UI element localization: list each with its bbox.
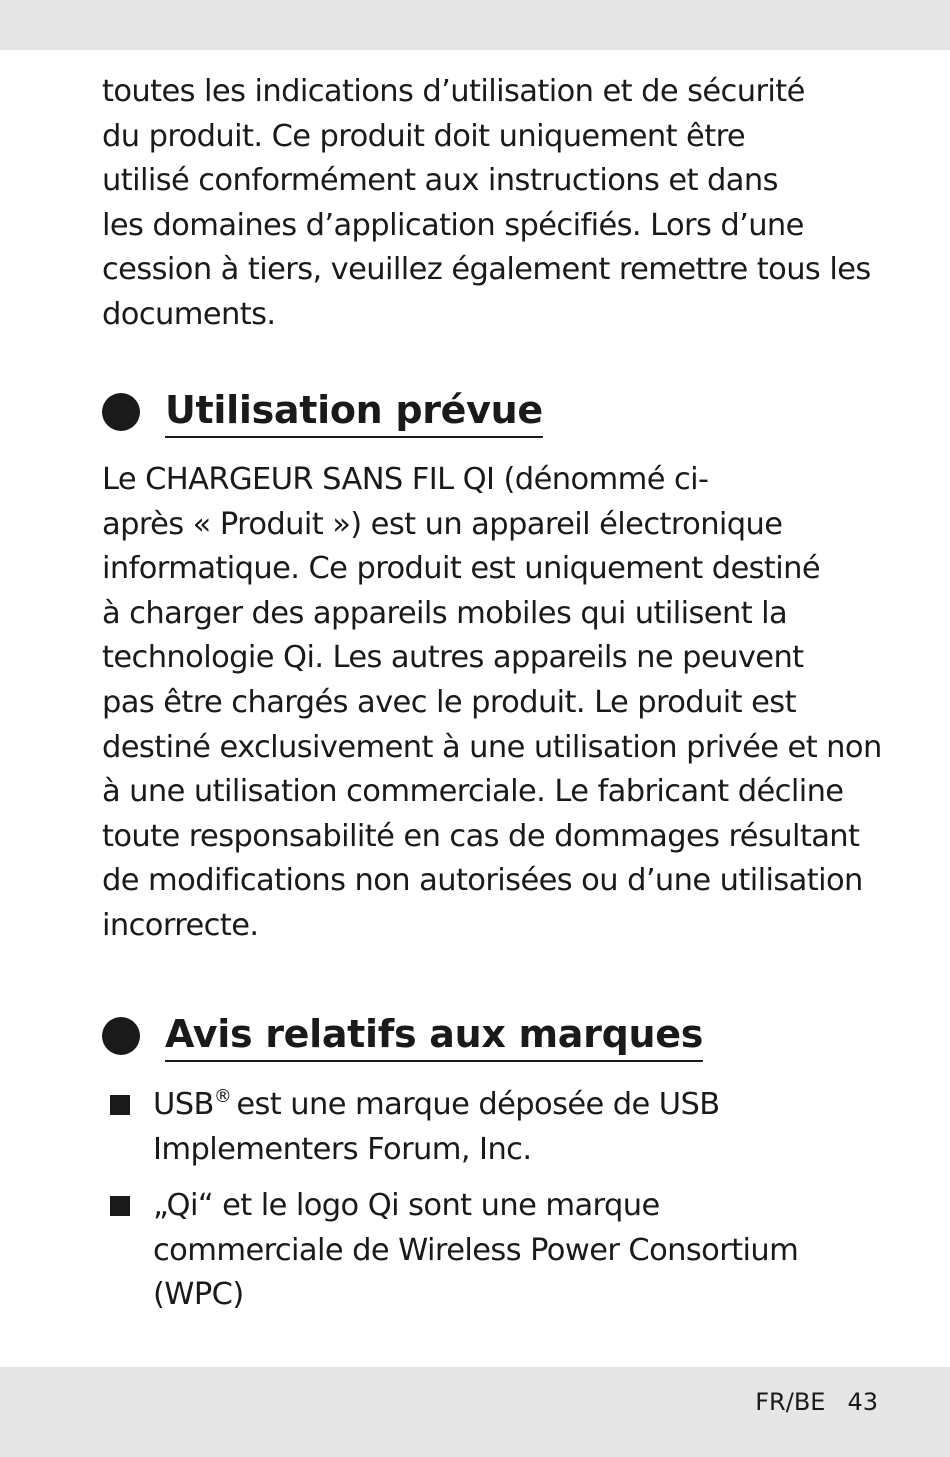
text-line: destiné exclusivement à une utilisation privée et non — [102, 729, 882, 765]
text-line: documents. — [102, 296, 276, 332]
filled-circle-icon — [102, 393, 140, 431]
filled-circle-icon — [102, 1017, 140, 1055]
text-line: à charger des appareils mobiles qui utilisent la — [102, 595, 788, 631]
trademark-text — [153, 1184, 798, 1318]
text-line: cession à tiers, veuillez également remettre tous les — [102, 252, 871, 288]
text-line: toute responsabilité en cas de dommages résultant — [102, 818, 860, 854]
text-line — [153, 1083, 720, 1128]
text-line: après « Produit ») est un appareil électronique — [102, 506, 783, 542]
text-line: Le CHARGEUR SANS FIL QI (dénommé ci- — [102, 462, 709, 497]
text-line: à une utilisation commerciale. Le fabricant décline — [102, 774, 844, 810]
text-line: technologie Qi. Les autres appareils ne peuvent — [102, 640, 804, 676]
filled-square-icon — [110, 1196, 130, 1216]
text-line: du produit. Ce produit doit uniquement être — [102, 118, 746, 154]
text-line: commerciale de Wireless Power Consortium — [153, 1232, 799, 1268]
text-line: (WPC) — [153, 1277, 244, 1313]
brand-name: USB — [153, 1087, 214, 1122]
text-fragment: est une marque déposée de USB — [236, 1087, 720, 1122]
filled-square-icon — [110, 1095, 130, 1115]
text-line: Implementers Forum, Inc. — [153, 1131, 532, 1167]
heading-trademark-notices — [102, 1006, 703, 1066]
registered-mark: ® — [213, 1086, 237, 1107]
intended-use-paragraph — [102, 458, 902, 949]
page-number: 43 — [847, 1388, 878, 1416]
text-line: incorrecte. — [102, 907, 259, 943]
text-line: informatique. Ce produit est uniquement destiné — [102, 551, 821, 587]
heading-title: Utilisation prévue — [165, 386, 543, 438]
text-line: „Qi“ et le logo Qi sont une marque — [153, 1188, 660, 1223]
heading-title: Avis relatifs aux marques — [165, 1010, 703, 1062]
page-footer — [755, 1388, 878, 1416]
text-line: les domaines d’application spécifiés. Lors d’une — [102, 207, 804, 243]
text-line: utilisé conformément aux instructions et dans — [102, 163, 778, 199]
intro-paragraph — [102, 70, 902, 338]
locale-label: FR/BE — [755, 1388, 826, 1416]
text-line: pas être chargés avec le produit. Le produit est — [102, 684, 796, 720]
text-line: de modifications non autorisées ou d’une utilisation — [102, 863, 863, 899]
heading-intended-use — [102, 382, 543, 442]
text-line: toutes les indications d’utilisation et de sécurité — [102, 74, 805, 109]
top-margin-band — [0, 0, 950, 50]
trademark-text — [153, 1083, 720, 1172]
